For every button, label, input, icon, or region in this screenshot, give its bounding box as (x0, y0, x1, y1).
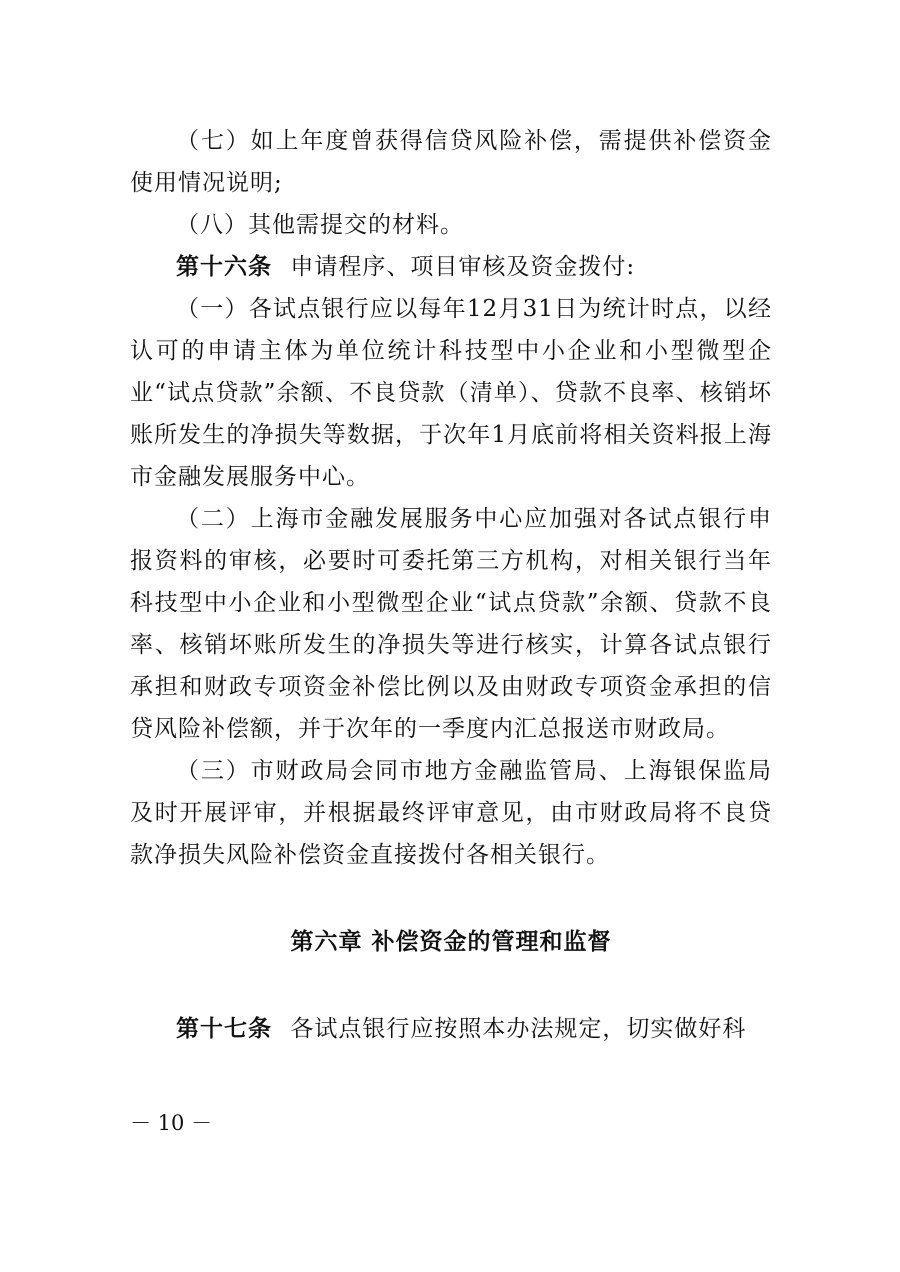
article-17 (130, 1008, 772, 1050)
paragraph-step-3: （三）市财政局会同市地方金融监管局、上海银保监局及时开展评审，并根据最终评审意见，由市财政局将不良贷款净损失风险补偿资金直接拨付各相关银行。 (130, 758, 772, 868)
paragraph-step-1: （一）各试点银行应以每年12月31日为统计时点，以经认可的申请主体为单位统计科技型中小企业和小型微型企业“试点贷款”余额、不良贷款（清单）、贷款不良率、核销坏账所发生的净损失等数据，于次年1月底前将相关资料报上海市金融发展服务中心。 (130, 296, 772, 490)
article-16 (130, 246, 772, 288)
chapter-title: 第六章 补偿资金的管理和监督 (290, 929, 612, 955)
article-16-text: 申请程序、项目审核及资金拨付: (290, 254, 636, 280)
paragraph-item-8: （八）其他需提交的材料。 (176, 212, 464, 238)
document-body (130, 120, 772, 1050)
article-17-text: 各试点银行应按照本办法规定，切实做好科 (290, 1016, 747, 1042)
paragraph-item-7: （七）如上年度曾获得信贷风险补偿，需提供补偿资金使用情况说明; (130, 128, 772, 196)
paragraph-step-2: （二）上海市金融发展服务中心应加强对各试点银行申报资料的审核，必要时可委托第三方机构，对相关银行当年科技型中小企业和小型微型企业“试点贷款”余额、贷款不良率、核销坏账所发生的净损失等进行核实，计算各试点银行承担和财政专项资金补偿比例以及由财政专项资金承担的信贷风险补偿额，并于次年的一季度内汇总报送市财政局。 (130, 506, 772, 742)
article-17-label: 第十七条 (176, 1016, 272, 1042)
page-number: － 10 － (130, 1111, 213, 1135)
article-16-label: 第十六条 (176, 254, 272, 280)
